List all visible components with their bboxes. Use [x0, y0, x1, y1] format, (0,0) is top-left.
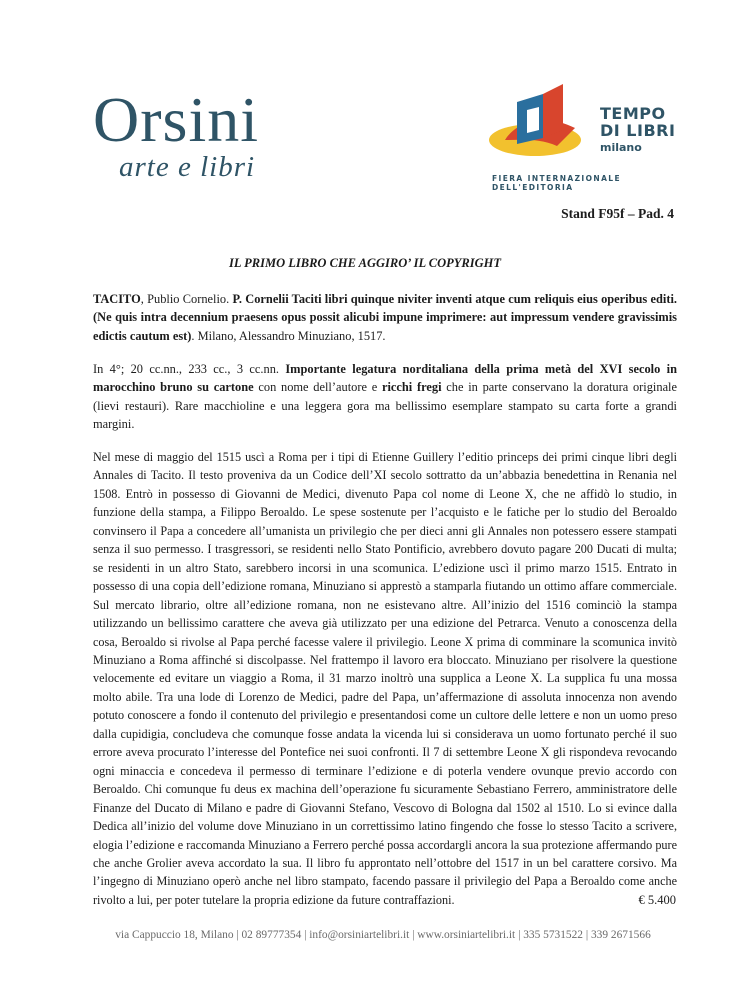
- footer-contacts: via Cappuccio 18, Milano | 02 89777354 | info@orsiniartelibri.it | www.orsiniartelibri.it | 335 5731522 | 339 2671566: [115, 929, 651, 941]
- tempo-wordmark-line2: DI LIBRI: [600, 121, 676, 140]
- description-text-1: con nome dell’autore e: [253, 380, 382, 395]
- tempo-tagline: FIERA INTERNAZIONALE DELL'EDITORIA: [492, 174, 621, 192]
- description-collation: In 4°; 20 cc.nn., 233 cc., 3 cc.nn.: [93, 362, 286, 376]
- orsini-logo-subtitle: arte e libri: [119, 151, 256, 183]
- entry-author: TACITO: [93, 292, 141, 306]
- description-ornaments: ricchi fregi: [381, 380, 442, 395]
- physical-description: [93, 360, 677, 434]
- tempo-wordmark-city: milano: [600, 141, 642, 154]
- orsini-logo-name: Orsini: [93, 84, 259, 155]
- bibliographic-entry: [93, 290, 677, 345]
- tempo-di-libri-logo: [487, 80, 687, 190]
- open-book-icon: [487, 80, 597, 160]
- description-binding: Importante legatura norditaliana della prima metà del XVI secolo in marocchino bruno su cartone: [93, 362, 677, 395]
- entry-author-rest: , Publio Cornelio.: [140, 292, 233, 306]
- stand-label: Stand F95f – Pad. 4: [561, 206, 674, 221]
- orsini-logo: [93, 84, 293, 183]
- description-text-2: che in parte conservano la doratura originale (lievi restauri). Rare macchioline e una leggera gora ma bellissimo esemplare stampato su carta forte a grandi margini.: [93, 380, 678, 432]
- headline: IL PRIMO LIBRO CHE AGGIRO’ IL COPYRIGHT: [228, 256, 501, 270]
- history-paragraph: Nel mese di maggio del 1515 uscì a Roma per i tipi di Etienne Guillery l’editio princeps dei primi cinque libri degli Annales di Tacito. Il testo proveniva da un Codice dell’XI secolo sottratto da un’abbazia benedettina in Renania nel 1508. Entrò in possesso di Giovanni de Medici, divenuto Papa col nome di Leone X, che ne affidò lo studio, in funzione della stampa, a Filippo Beroaldo. Le spese sostenute per l’acquisto e le fatiche per lo studio del Beroaldo convinsero il Papa a concedere all’umanista un privilegio che per dieci anni gli Annales non potessero essere stampati senza il suo permesso. I trasgressori, se residenti nello Stato Pontificio, avrebbero dovuto pagare 200 Ducati di multa; se residenti in un altro Stato, sarebbero incorsi in una scomunica. L’edizione uscì il primo marzo 1515. Entrato in possesso di una copia dell’edizione romana, Minuziano si apprestò a stamparla fiutando un ottimo affare commerciale. Sul mercato librario, oltre all’edizione romana, non ne esistevano altre. All’inizio del 1516 cominciò la stampa utilizzando un bellissimo carattere che aveva già utilizzato per una edizione del Petrarca. Venuto a conoscenza della cosa, Beroaldo si rivolse al Papa perché facesse valere il privilegio. Leone X prima di comminare la scomunica invitò Minuziano a Roma affinché si discolpasse. Nel frattempo il lavoro era bloccato. Minuziano per risolvere la questione velocemente ed evitare un viaggio a Roma, il 31 marzo inoltrò una supplica a Leone X. La supplica fu una mossa molto abile. Tra una lode di Lorenzo de Medici, padre del Papa, un’affermazione di assoluta innocenza non avendo potuto conoscere a fondo il contenuto del privilegio e presentandosi come un cultore delle lettere e non un uomo preso dalla cupidigia, concludeva che comunque fosse andata la vicenda lui si considerava un uomo fortunato perché il suo errore aveva procurato l’interesse del Pontefice nei suoi confronti. Il 7 di settembre Leone X gli rispondeva revocando ogni minaccia e concedeva il permesso di terminare l’edizione e di poterla vendere ovunque previo accordo con Beroaldo. Chi comunque fu deus ex machina dell’operazione fu sicuramente Sebastiano Ferrero, amministratore delle Finanze del Ducato di Milano e padre di Giovanni Stefano, Vescovo di Bologna dal 1502 al 1510. Lo si evince dalla Dedica all’inizio del volume dove Minuziano in un correttissimo latino fingendo che fosse lo stesso Tacito a scrivere, elogia l’edizione e raccomanda Minuziano a Ferrero perché possa accordargli ancora la sua protezione affermando pure che anche Grolier aveva accordato la sua. Il libro fu approntato nell’ottobre del 1517 in un bel carattere corsivo. Ma l’ingegno di Minuziano operò anche nel libro stampato, facendo passare il privilegio del Papa a Beroaldo come anche rivolto a lui, per poter tutelare la propria edizione da future contraffazioni.: [93, 450, 677, 907]
- price: € 5.400: [638, 893, 676, 907]
- tempo-wordmark: [600, 105, 675, 156]
- entry-imprint: . Milano, Alessandro Minuziano, 1517.: [191, 328, 386, 343]
- tempo-wordmark-line1: TEMPO: [600, 104, 666, 123]
- entry-title: P. Cornelii Taciti libri quinque niviter inventi atque cum reliquis eius operibus editi. (Ne quis intra decennium praesens opus possit alicubi impune imprimere: aut impressum vendere gravissimis edictis cautum est): [93, 292, 677, 343]
